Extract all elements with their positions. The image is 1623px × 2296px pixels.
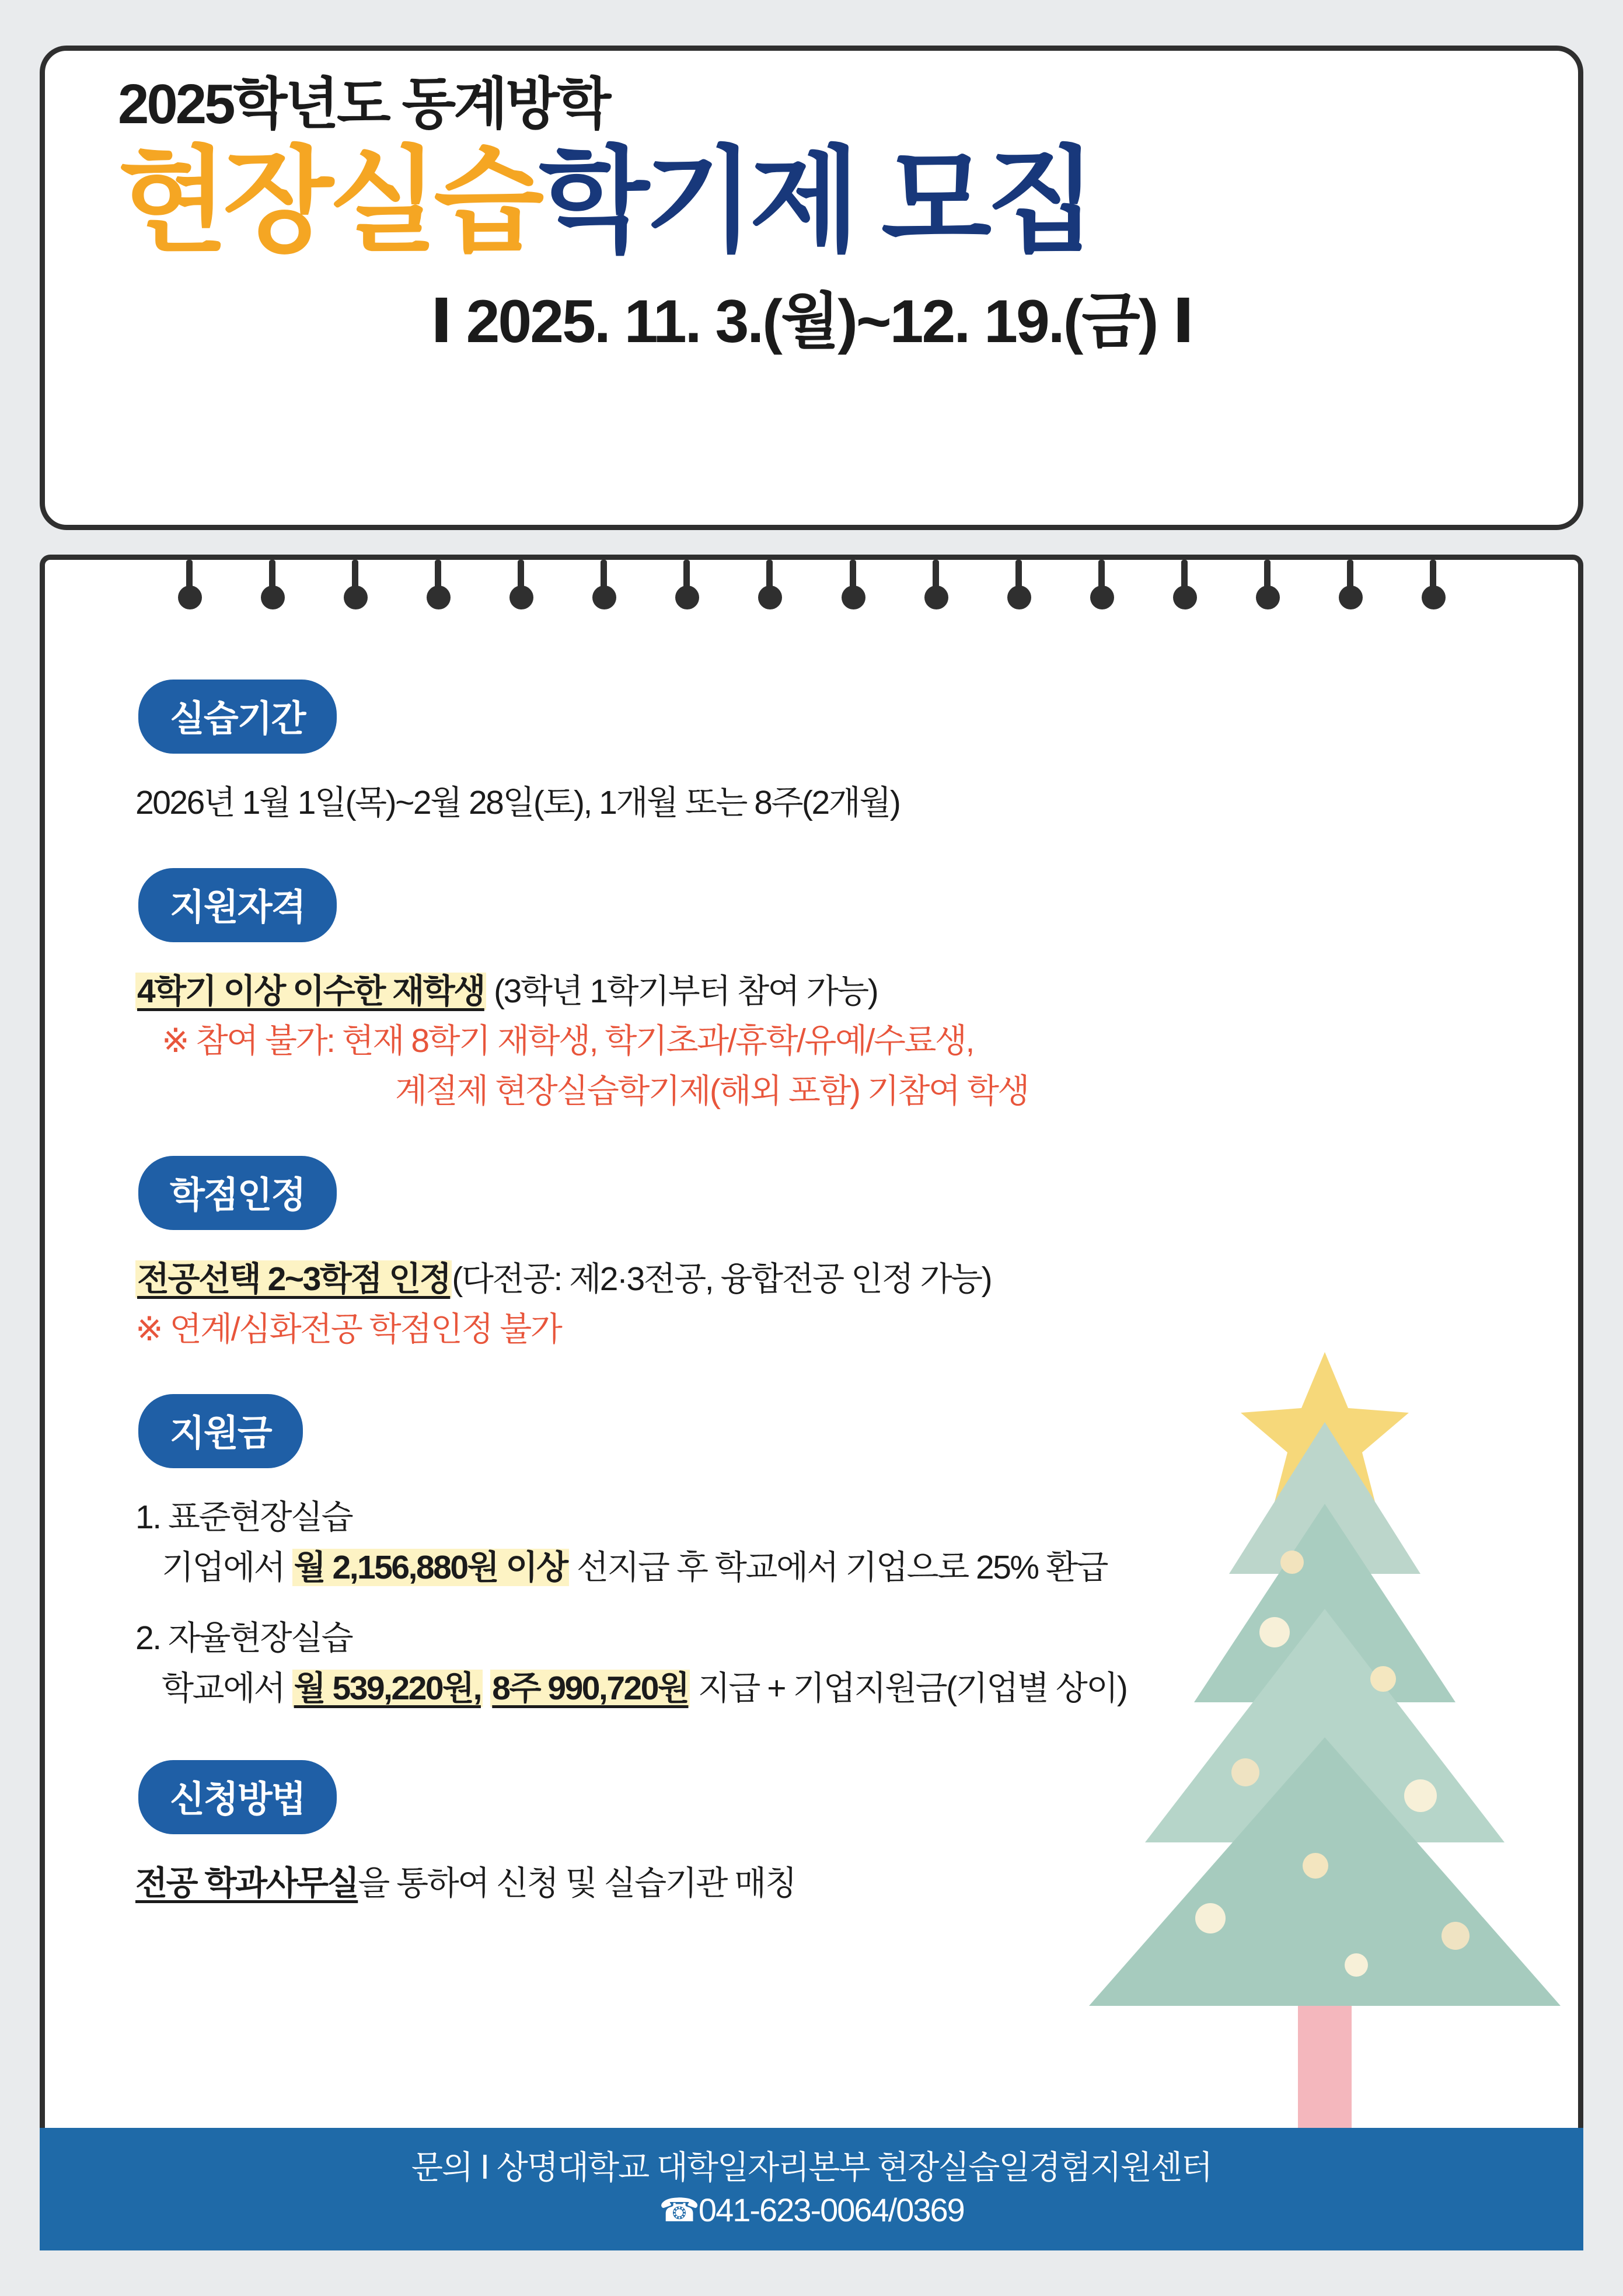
eligibility-highlight: 4학기 이상 이수한 재학생 bbox=[135, 973, 486, 1010]
credit-line-1 bbox=[45, 1255, 1578, 1305]
apply-line-1 bbox=[45, 1859, 1578, 1909]
grant-item-1-title: 1. 표준현장실습 bbox=[135, 1499, 352, 1536]
grant-item-2-mid bbox=[483, 1670, 490, 1707]
eligibility-line-2: ※ 참여 불가: 현재 8학기 재학생, 학기초과/휴학/유예/수료생, bbox=[162, 1022, 973, 1060]
section-apply bbox=[45, 1760, 1578, 1909]
recruit-dates: Ⅰ 2025. 11. 3.(월)~12. 19.(금) Ⅰ bbox=[430, 288, 1193, 356]
poster-eyebrow: 2025학년도 동계방학 bbox=[118, 73, 609, 135]
grant-item-2-highlight-2: 8주 990,720원 bbox=[490, 1670, 690, 1707]
section-grant bbox=[45, 1394, 1578, 1713]
pin-icon bbox=[1426, 560, 1441, 607]
credit-line-2: ※ 연계/심화전공 학점인정 불가 bbox=[135, 1310, 561, 1348]
grant-item-2-pre: 학교에서 bbox=[162, 1669, 292, 1707]
grant-item-2-detail bbox=[45, 1664, 1578, 1714]
eligibility-line-3: 계절제 현장실습학기제(해외 포함) 기참여 학생 bbox=[395, 1072, 1028, 1110]
grant-item-1-pre: 기업에서 bbox=[162, 1548, 292, 1586]
grant-item-2-highlight-1: 월 539,220원, bbox=[292, 1670, 483, 1707]
title-part-navy: 학기제 모집 bbox=[539, 137, 1092, 265]
credit-highlight: 전공선택 2~3학점 인정 bbox=[135, 1260, 452, 1298]
pin-icon bbox=[762, 560, 777, 607]
eligibility-line-1-rest: (3학년 1학기부터 참여 가능) bbox=[486, 972, 878, 1010]
pin-icon bbox=[679, 560, 694, 607]
grant-item-1-post: 선지급 후 학교에서 기업으로 25% 환급 bbox=[568, 1548, 1108, 1586]
credit-line-1-rest: (다전공: 제2·3전공, 융합전공 인정 가능) bbox=[452, 1260, 992, 1298]
page-title bbox=[118, 137, 1537, 266]
header-inner bbox=[45, 51, 1578, 525]
footer-org: 문의 Ⅰ 상명대학교 대학일자리본부 현장실습일경험지원센터 bbox=[411, 2149, 1212, 2186]
pin-icon bbox=[929, 560, 944, 607]
section-label-apply: 신청방법 bbox=[138, 1760, 337, 1834]
eligibility-line-1 bbox=[45, 967, 1578, 1017]
apply-line-1-rest: 을 통하여 신청 및 실습기관 매칭 bbox=[358, 1865, 796, 1902]
section-label-eligibility: 지원자격 bbox=[138, 868, 337, 942]
grant-item-1-detail bbox=[45, 1543, 1578, 1593]
footer-contact-bar bbox=[40, 2128, 1583, 2250]
apply-highlight: 전공 학과사무실 bbox=[135, 1865, 358, 1902]
pin-icon bbox=[431, 560, 446, 607]
section-period bbox=[45, 680, 1578, 828]
grant-item-2-title: 2. 자율현장실습 bbox=[135, 1619, 352, 1657]
pin-icon bbox=[596, 560, 612, 607]
pin-icon bbox=[1011, 560, 1027, 607]
pin-icon bbox=[1343, 560, 1358, 607]
pin-icon bbox=[1094, 560, 1109, 607]
grant-item-2-post: 지급 + 기업지원금(기업별 상이) bbox=[690, 1669, 1127, 1707]
pin-icon bbox=[182, 560, 197, 607]
section-label-grant: 지원금 bbox=[138, 1394, 303, 1468]
section-eligibility bbox=[45, 868, 1578, 1117]
period-text: 2026년 1월 1일(목)~2월 28일(토), 1개월 또는 8주(2개월) bbox=[135, 784, 900, 821]
grant-item-1-highlight: 월 2,156,880원 이상 bbox=[292, 1549, 569, 1586]
section-credit bbox=[45, 1156, 1578, 1354]
pin-icon bbox=[1260, 560, 1275, 607]
pin-icon bbox=[265, 560, 280, 607]
section-label-period: 실습기간 bbox=[138, 680, 337, 754]
section-label-credit: 학점인정 bbox=[138, 1156, 337, 1230]
body-card bbox=[40, 555, 1583, 2250]
poster-content bbox=[45, 560, 1578, 1915]
pin-icon bbox=[514, 560, 529, 607]
header-card bbox=[40, 46, 1583, 530]
pin-icon bbox=[846, 560, 861, 607]
title-part-orange: 현장실습 bbox=[118, 137, 539, 265]
pin-icon bbox=[1177, 560, 1192, 607]
footer-phone: ☎041-623-0064/0369 bbox=[659, 2192, 964, 2228]
pin-icon bbox=[348, 560, 363, 607]
binder-clips bbox=[45, 560, 1578, 624]
